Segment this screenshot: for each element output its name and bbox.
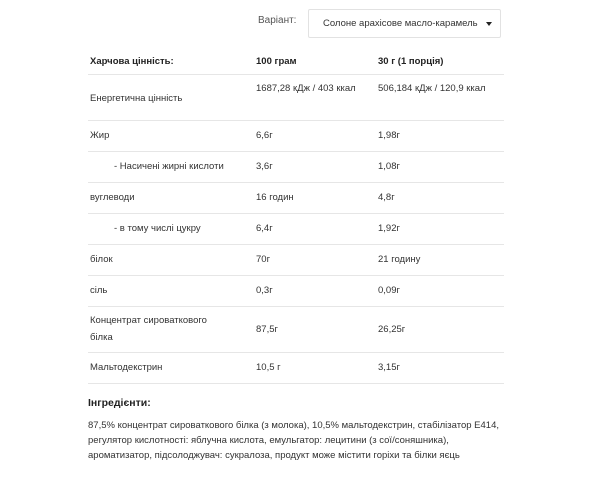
row-per100: 0,3г	[256, 285, 273, 296]
variant-select[interactable]	[308, 9, 501, 38]
table-row	[88, 152, 504, 183]
row-per-serving: 4,8г	[378, 192, 395, 203]
header-nutrition: Харчова цінність:	[90, 56, 174, 67]
row-per-serving: 21 годину	[378, 254, 421, 265]
row-per100: 1687,28 кДж / 403 ккал	[256, 83, 356, 94]
variant-selected-value: Солоне арахісове масло-карамель	[323, 18, 478, 29]
nutrition-table	[88, 48, 504, 384]
ingredients-title: Інгредієнти:	[88, 397, 151, 409]
row-name: білок	[90, 254, 113, 265]
row-per-serving: 26,25г	[378, 324, 406, 335]
row-per100: 6,6г	[256, 130, 273, 141]
table-row	[88, 245, 504, 276]
row-per-serving: 1,08г	[378, 161, 400, 172]
table-row	[88, 307, 504, 353]
variant-selector-row	[0, 8, 600, 38]
table-row	[88, 276, 504, 307]
row-per-serving: 1,92г	[378, 223, 400, 234]
table-row	[88, 183, 504, 214]
table-header	[88, 48, 504, 75]
row-per-serving: 0,09г	[378, 285, 400, 296]
row-per100: 3,6г	[256, 161, 273, 172]
table-row	[88, 75, 504, 121]
row-name: Концентрат сироваткового білка	[90, 315, 207, 343]
row-per-serving: 1,98г	[378, 130, 400, 141]
caret-down-icon	[486, 22, 492, 26]
row-per100: 6,4г	[256, 223, 273, 234]
row-name: Мальтодекстрин	[90, 362, 163, 373]
row-per-serving: 506,184 кДж / 120,9 ккал	[378, 83, 486, 94]
row-name: - в тому числі цукру	[114, 223, 201, 234]
ingredients-text: 87,5% концентрат сироваткового білка (з молока), 10,5% мальтодекстрин, стабілізатор Е414, регулятор кислотності: яблучна кислота, емульгатор: лецитини (з сої/соняшника), ароматизатор, підсолоджувач: сукралоза, продукт може містити горіхи та білки яєць	[88, 420, 500, 461]
header-per-100g: 100 грам	[256, 56, 297, 67]
table-row	[88, 353, 504, 384]
row-name: вуглеводи	[90, 192, 135, 203]
variant-label: Варіант:	[258, 15, 297, 26]
row-name: - Насичені жирні кислоти	[114, 161, 224, 172]
table-row	[88, 214, 504, 245]
table-row	[88, 121, 504, 152]
row-per100: 87,5г	[256, 324, 278, 335]
row-per100: 10,5 г	[256, 362, 281, 373]
row-per-serving: 3,15г	[378, 362, 400, 373]
row-per100: 16 годин	[256, 192, 294, 203]
row-name: Жир	[90, 130, 110, 141]
header-per-serving: 30 г (1 порція)	[378, 56, 444, 67]
row-name: Енергетична цінність	[90, 93, 183, 104]
row-name: сіль	[90, 285, 108, 296]
row-per100: 70г	[256, 254, 271, 265]
